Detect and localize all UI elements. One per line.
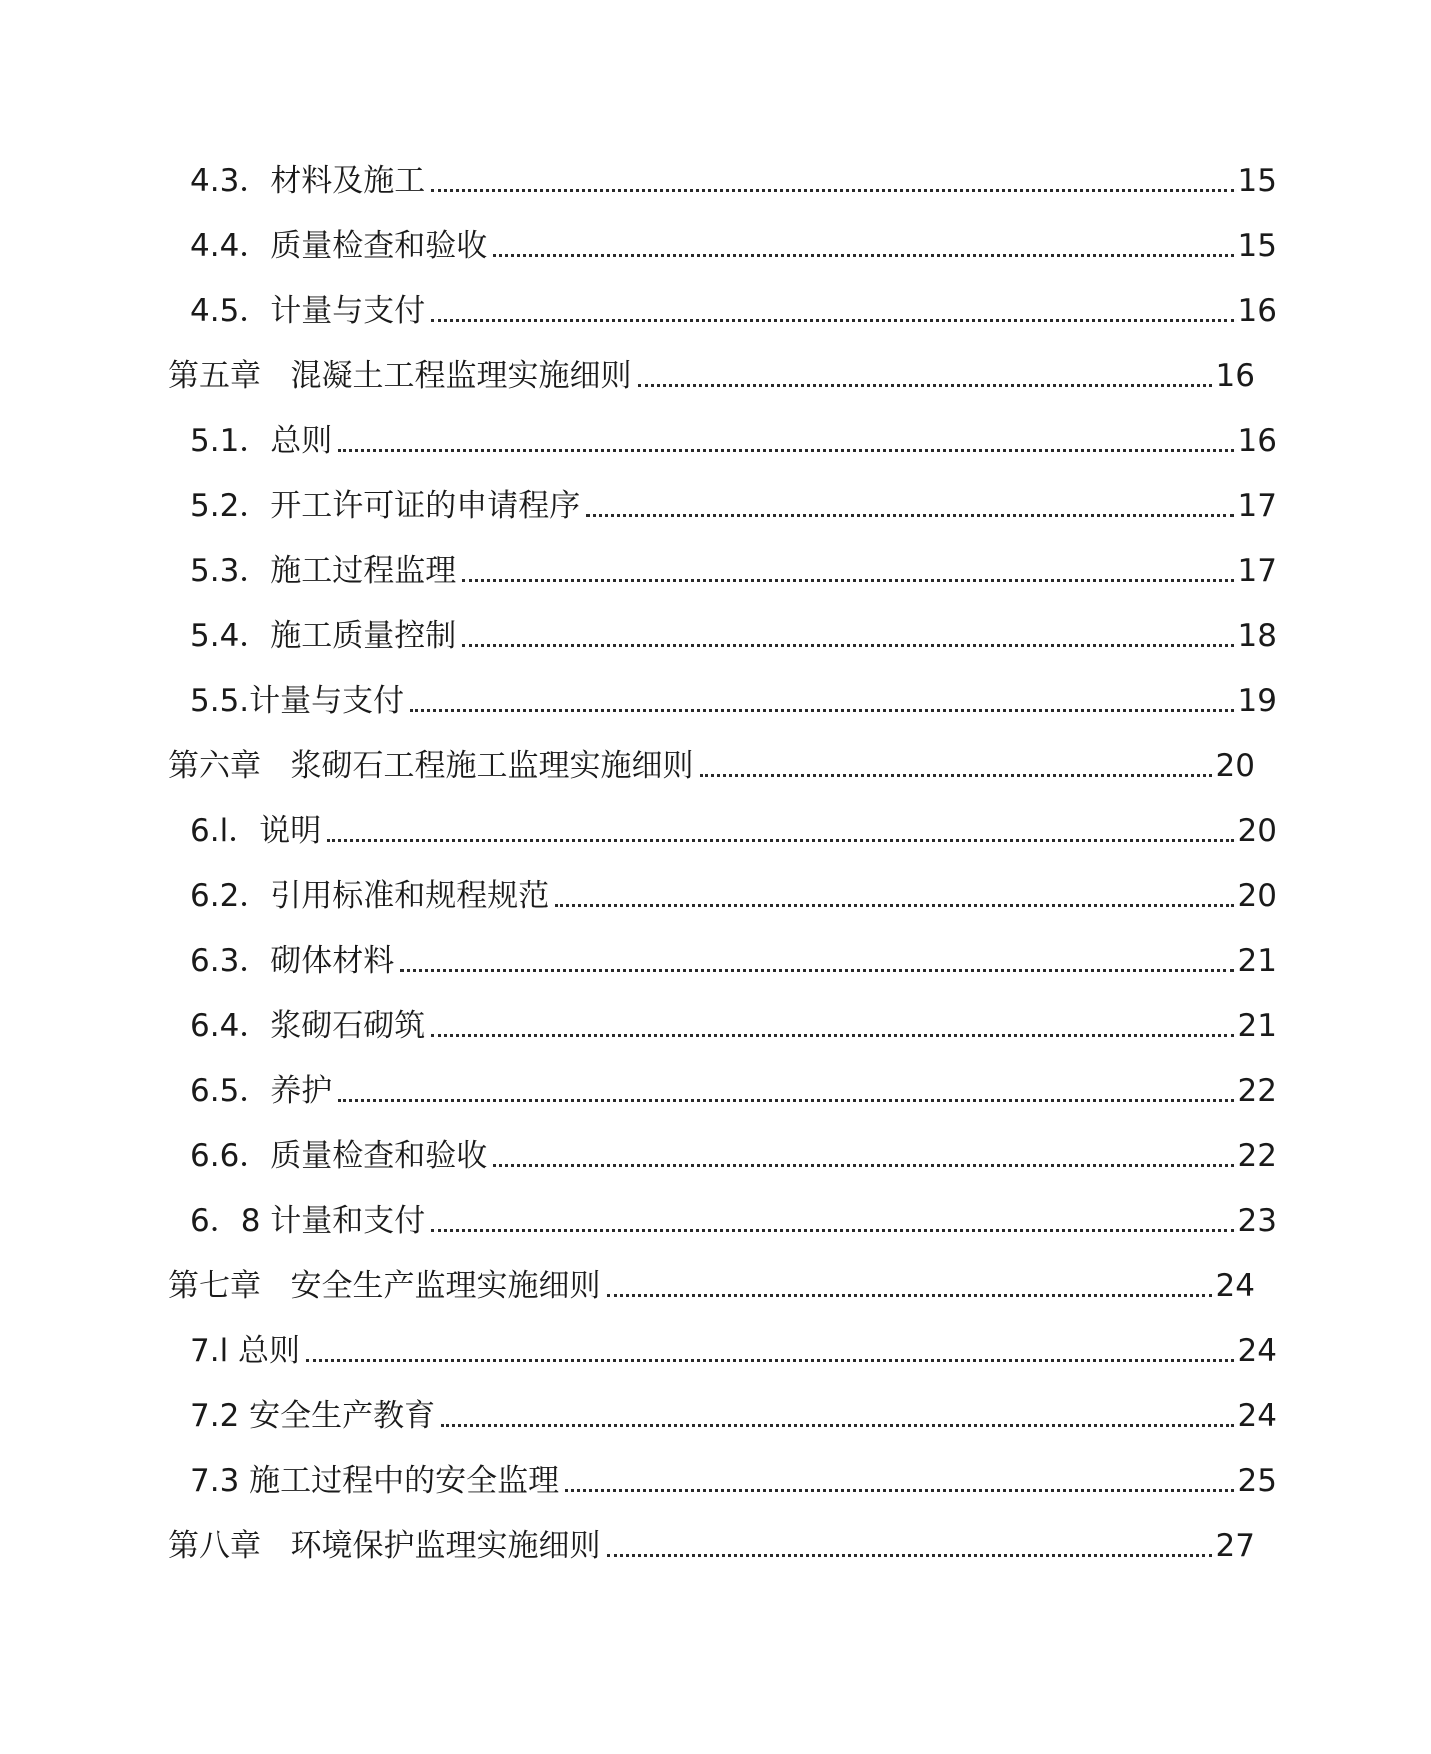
toc-entry-label: 4.5．计量与支付 [190, 293, 426, 329]
toc-page-number: 24 [1215, 1268, 1255, 1304]
toc-entry-label: 5.2．开工许可证的申请程序 [190, 488, 581, 524]
toc-dot-leader [306, 1359, 1234, 1362]
toc-dot-leader [638, 384, 1212, 387]
toc-dot-leader [555, 904, 1233, 907]
toc-page-number: 16 [1215, 358, 1255, 394]
toc-dot-leader [462, 644, 1233, 647]
toc-dot-leader [400, 969, 1233, 972]
toc-dot-leader [607, 1554, 1212, 1557]
toc-page-number: 20 [1215, 748, 1255, 784]
toc-page-number: 15 [1237, 228, 1277, 264]
toc-entry-label: 4.4．质量检查和验收 [190, 228, 488, 264]
toc-page-number: 20 [1237, 878, 1277, 914]
toc-entry-6-1[interactable] [0, 801, 1431, 851]
toc-dot-leader [431, 1034, 1233, 1037]
toc-entry-6-5[interactable] [0, 1061, 1431, 1111]
toc-dot-leader [431, 319, 1233, 322]
toc-entry-label: 6.2．引用标准和规程规范 [190, 878, 550, 914]
toc-page-number: 20 [1237, 813, 1277, 849]
toc-entry-label: 6.5．养护 [190, 1073, 333, 1109]
toc-entry-label: 7.l 总则 [190, 1333, 301, 1369]
toc-page-number: 22 [1237, 1138, 1277, 1174]
toc-entry-5-2[interactable] [0, 476, 1431, 526]
toc-dot-leader [327, 839, 1233, 842]
toc-entry-6-2[interactable] [0, 866, 1431, 916]
toc-entry-4-3[interactable] [0, 151, 1431, 201]
toc-entry-label: 第六章 浆砌石工程施工监理实施细则 [168, 748, 694, 784]
toc-entry-chapter-8[interactable] [0, 1516, 1409, 1566]
toc-page-number: 25 [1237, 1463, 1277, 1499]
toc-page-number: 21 [1237, 1008, 1277, 1044]
toc-page-number: 27 [1215, 1528, 1255, 1564]
toc-entry-label: 6.6．质量检查和验收 [190, 1138, 488, 1174]
toc-entry-label: 5.1．总则 [190, 423, 333, 459]
toc-page-number: 24 [1237, 1398, 1277, 1434]
toc-entry-label: 6．8 计量和支付 [190, 1203, 426, 1239]
toc-dot-leader [565, 1489, 1233, 1492]
toc-dot-leader [441, 1424, 1233, 1427]
toc-dot-leader [431, 1229, 1233, 1232]
toc-entry-label: 5.4．施工质量控制 [190, 618, 457, 654]
toc-entry-4-4[interactable] [0, 216, 1431, 266]
toc-page-number: 19 [1237, 683, 1277, 719]
toc-entry-6-6[interactable] [0, 1126, 1431, 1176]
toc-entry-label: 6.l．说明 [190, 813, 322, 849]
toc-entry-label: 第七章 安全生产监理实施细则 [168, 1268, 601, 1304]
toc-page-number: 15 [1237, 163, 1277, 199]
toc-entry-5-1[interactable] [0, 411, 1431, 461]
toc-dot-leader [607, 1294, 1212, 1297]
toc-entry-label: 5.3．施工过程监理 [190, 553, 457, 589]
toc-entry-4-5[interactable] [0, 281, 1431, 331]
toc-entry-5-3[interactable] [0, 541, 1431, 591]
toc-entry-5-5[interactable] [0, 671, 1431, 721]
toc-page-number: 17 [1237, 553, 1277, 589]
toc-entry-label: 7.3 施工过程中的安全监理 [190, 1463, 560, 1499]
toc-page-number: 23 [1237, 1203, 1277, 1239]
toc-entry-label: 第八章 环境保护监理实施细则 [168, 1528, 601, 1564]
toc-dot-leader [493, 1164, 1233, 1167]
toc-entry-label: 6.3．砌体材料 [190, 943, 395, 979]
toc-entry-label: 5.5.计量与支付 [190, 683, 405, 719]
toc-entry-7-2[interactable] [0, 1386, 1431, 1436]
toc-dot-leader [700, 774, 1212, 777]
toc-page-number: 16 [1237, 423, 1277, 459]
toc-page-number: 18 [1237, 618, 1277, 654]
toc-entry-7-1[interactable] [0, 1321, 1431, 1371]
toc-entry-7-3[interactable] [0, 1451, 1431, 1501]
toc-dot-leader [410, 709, 1233, 712]
toc-entry-6-3[interactable] [0, 931, 1431, 981]
toc-page-number: 22 [1237, 1073, 1277, 1109]
toc-entry-chapter-7[interactable] [0, 1256, 1409, 1306]
toc-dot-leader [462, 579, 1233, 582]
toc-entry-label: 6.4．浆砌石砌筑 [190, 1008, 426, 1044]
toc-page-number: 21 [1237, 943, 1277, 979]
toc-dot-leader [338, 449, 1233, 452]
toc-entry-6-8[interactable] [0, 1191, 1431, 1241]
toc-entry-6-4[interactable] [0, 996, 1431, 1046]
toc-page-number: 24 [1237, 1333, 1277, 1369]
toc-entry-label: 7.2 安全生产教育 [190, 1398, 436, 1434]
toc-entry-chapter-5[interactable] [0, 346, 1409, 396]
toc-dot-leader [493, 254, 1233, 257]
toc-dot-leader [431, 189, 1233, 192]
toc-entry-label: 第五章 混凝土工程监理实施细则 [168, 358, 632, 394]
toc-entry-label: 4.3．材料及施工 [190, 163, 426, 199]
toc-dot-leader [586, 514, 1233, 517]
toc-dot-leader [338, 1099, 1233, 1102]
toc-entry-chapter-6[interactable] [0, 736, 1409, 786]
toc-page-number: 17 [1237, 488, 1277, 524]
toc-entry-5-4[interactable] [0, 606, 1431, 656]
toc-page-number: 16 [1237, 293, 1277, 329]
